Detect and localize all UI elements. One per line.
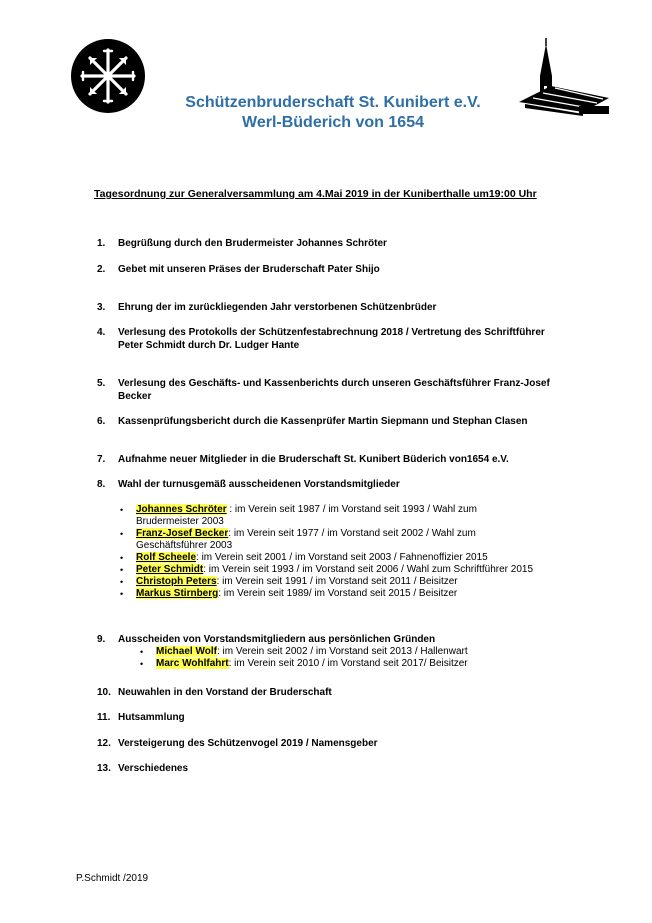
member-list-retiring bbox=[120, 504, 536, 600]
bullet-icon: • bbox=[120, 553, 124, 563]
club-location: Werl-Büderich von 1654 bbox=[242, 114, 424, 131]
list-item: • Markus Stirnberg: im Verein seit 1989/ im Vorstand seit 2015 / Beisitzer bbox=[120, 588, 458, 599]
title-block bbox=[0, 93, 652, 133]
bullet-icon: • bbox=[120, 589, 124, 599]
footer-author: P.Schmidt /2019 bbox=[76, 873, 149, 884]
list-item: • Peter Schmidt: im Verein seit 1993 / im Vorstand seit 2006 / Wahl zum Schriftführer 2015 bbox=[120, 564, 534, 575]
member-list-leaving bbox=[140, 646, 556, 670]
bullet-icon: • bbox=[140, 659, 144, 669]
list-item: • Marc Wohlfahrt: im Verein seit 2010 / im Vorstand seit 2017/ Beisitzer bbox=[140, 658, 468, 669]
bullet-icon: • bbox=[120, 529, 124, 539]
list-item: • Michael Wolf: im Verein seit 2002 / im Vorstand seit 2013 / Hallenwart bbox=[140, 646, 468, 657]
bullet-icon: • bbox=[120, 577, 124, 587]
list-item: • Franz-Josef Becker: im Verein seit 1977 / im Vorstand seit 2002 / Wahl zum Geschäftsführer 2003 bbox=[120, 528, 476, 551]
list-item: • Johannes Schröter : im Verein seit 1987 / im Vorstand seit 1993 / Wahl zum Brudermeister 2003 bbox=[120, 504, 477, 527]
list-item: • Christoph Peters: im Verein seit 1991 / im Vorstand seit 2011 / Beisitzer bbox=[120, 576, 458, 587]
club-name: Schützenbruderschaft St. Kunibert e.V. bbox=[185, 94, 481, 111]
bullet-icon: • bbox=[120, 565, 124, 575]
bullet-icon: • bbox=[140, 647, 144, 657]
list-item: • Rolf Scheele: im Verein seit 2001 / im Vorstand seit 2003 / Fahnenoffizier 2015 bbox=[120, 552, 488, 563]
agenda-heading: Tagesordnung zur Generalversammlung am 4.Mai 2019 in der Kuniberthalle um19:00 Uhr bbox=[94, 188, 537, 200]
bullet-icon: • bbox=[120, 505, 124, 515]
